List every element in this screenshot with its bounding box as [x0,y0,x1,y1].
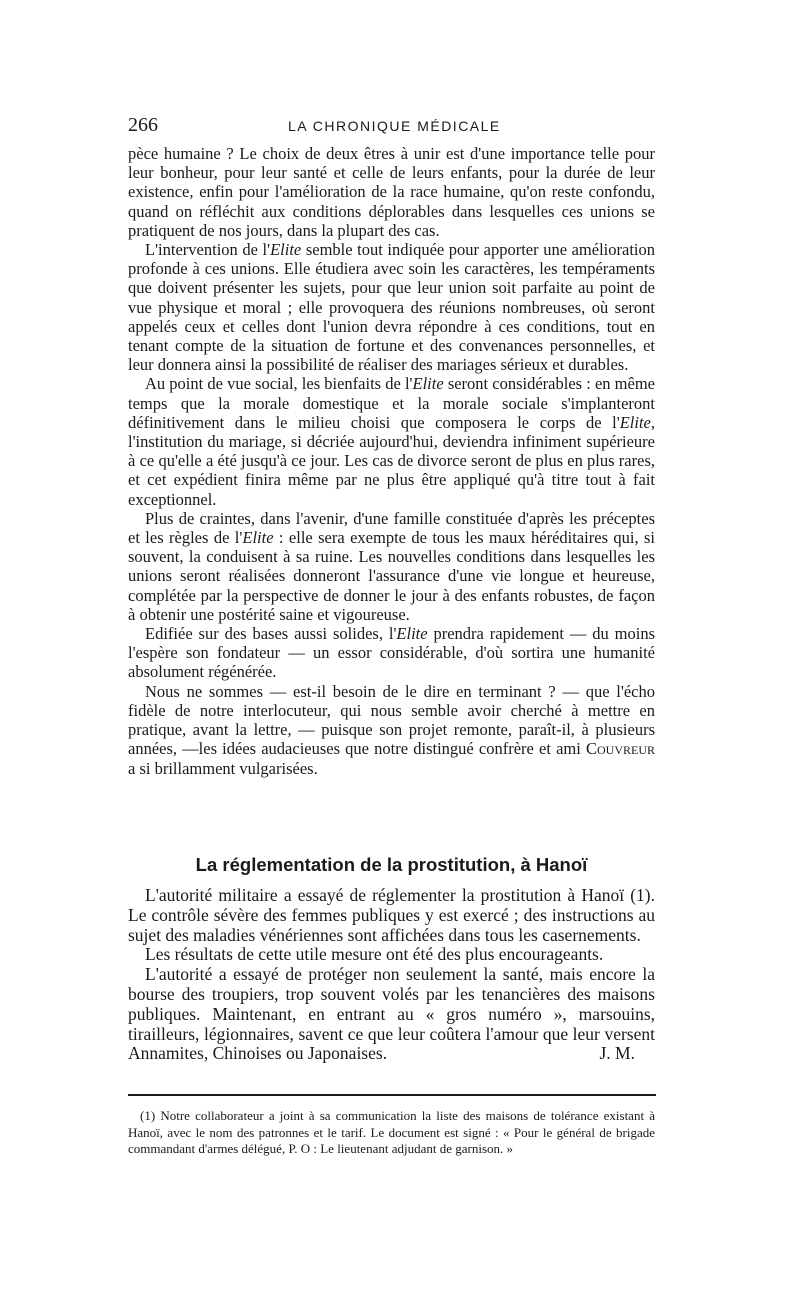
paragraph-1: pèce humaine ? Le choix de deux êtres à unir est d'une importance telle pour leur bonheur, pour leur santé et celle de leurs enfants, pour la durée de leur existence, enfin pour l'amélioration de la race humaine, qu'on reste confondu, quand on réfléchit aux conditions déplorables dans lesquelles ces unions se pratiquent de nos jours, dans la plupart des cas. [128,144,655,240]
elite-term: Elite [270,240,302,260]
elite-term: Elite [242,528,274,548]
paragraph-2: L'intervention de l'Elite semble tout indiquée pour apporter une amélioration profonde à ces unions. Elle étudiera avec soin les caractères, les tempéraments que doivent présenter les sujets, pour que leur union soit parfaite au point de vue physique et moral ; elle provoquera des réunions nombreuses, où seront appelés ceux et celles dont l'union devra répondre à ces conditions, tout en tenant compte de la situation de fortune et des convenances personnelles, et leur donnera ainsi la possibilité de réaliser des mariages sérieux et durables. [128,240,655,375]
author-name: Couvreur [585,739,655,759]
running-title: LA CHRONIQUE MÉDICALE [288,118,501,134]
article-paragraph-1: L'autorité militaire a essayé de réglementer la prostitution à Hanoï (1). Le contrôle sévère des femmes publiques y est exercé ; des instructions au sujet des maladies vénériennes sont affichées dans tous les casernements. [128,885,655,945]
footnote [128,1108,655,1158]
article-body [128,886,655,1064]
article-paragraph-3: L'autorité a essayé de protéger non seulement la santé, mais encore la bourse des troupiers, trop souvent volés par les tenancières des maisons publiques. Maintenant, en entrant au « gros numéro », marsouins, tirailleurs, légionnaires, savent ce que leur coûtera l'amour que leur versent Annamites, Chinoises ou Japonaises. J. M. [128,964,655,1064]
footnote-text: (1) Notre collaborateur a joint à sa communication la liste des maisons de tolérance existant à Hanoï, avec le nom des patronnes et le tarif. Le document est signé : « Pour le général de brigade commandant d'armes délégué, P. O : Le lieutenant adjudant de garnison. » [128,1108,655,1156]
page-header [128,112,668,138]
elite-term: Elite [396,624,428,644]
continued-article-text [128,144,655,778]
signature: J. M. [599,1043,635,1064]
article-title: La réglementation de la prostitution, à Hanoï [195,854,588,875]
footnote-divider [128,1094,656,1096]
paragraph-3: Au point de vue social, les bienfaits de l'Elite seront considérables : en même temps que la morale domestique et la morale sociale s'implanteront définitivement dans le milieu choisi que composera le corps de l'Elite, l'institution du mariage, si décriée aujourd'hui, deviendra infiniment supérieure à ce qu'elle a été jusqu'à ce jour. Les cas de divorce seront de plus en plus rares, et cet expédient finira même par ne plus être appliqué qu'à titre tout à fait exceptionnel. [128,374,655,509]
article-paragraph-2: Les résultats de cette utile mesure ont été des plus encourageants. [145,944,604,965]
elite-term: Elite [619,412,651,432]
page-number: 266 [128,114,158,136]
paragraph-5: Edifiée sur des bases aussi solides, l'Elite prendra rapidement — du moins l'espère son fondateur — un essor considérable, d'où sortira une humanité absolument régénérée. [128,624,655,682]
elite-term: Elite [412,374,444,394]
paragraph-4: Plus de craintes, dans l'avenir, d'une famille constituée d'après les préceptes et les règles de l'Elite : elle sera exempte de tous les maux héréditaires qui, si souvent, la conduisent à sa ruine. Les nouvelles conditions dans lesquelles les unions seront réalisées donneront l'assurance d'une vie longue et heureuse, complétée par la perspective de donner le jour à des enfants robustes, de façon à obtenir une postérité saine et vigoureuse. [128,508,656,624]
paragraph-6: Nous ne sommes — est-il besoin de le dire en terminant ? — que l'écho fidèle de notre interlocuteur, qui nous semble avoir cherché à mettre en pratique, avant la lettre, — puisque son projet remonte, paraît-il, à plusieurs années, —les idées audacieuses que notre distingué confrère et ami Couvreur a si brillamment vulgarisées. [128,681,655,778]
